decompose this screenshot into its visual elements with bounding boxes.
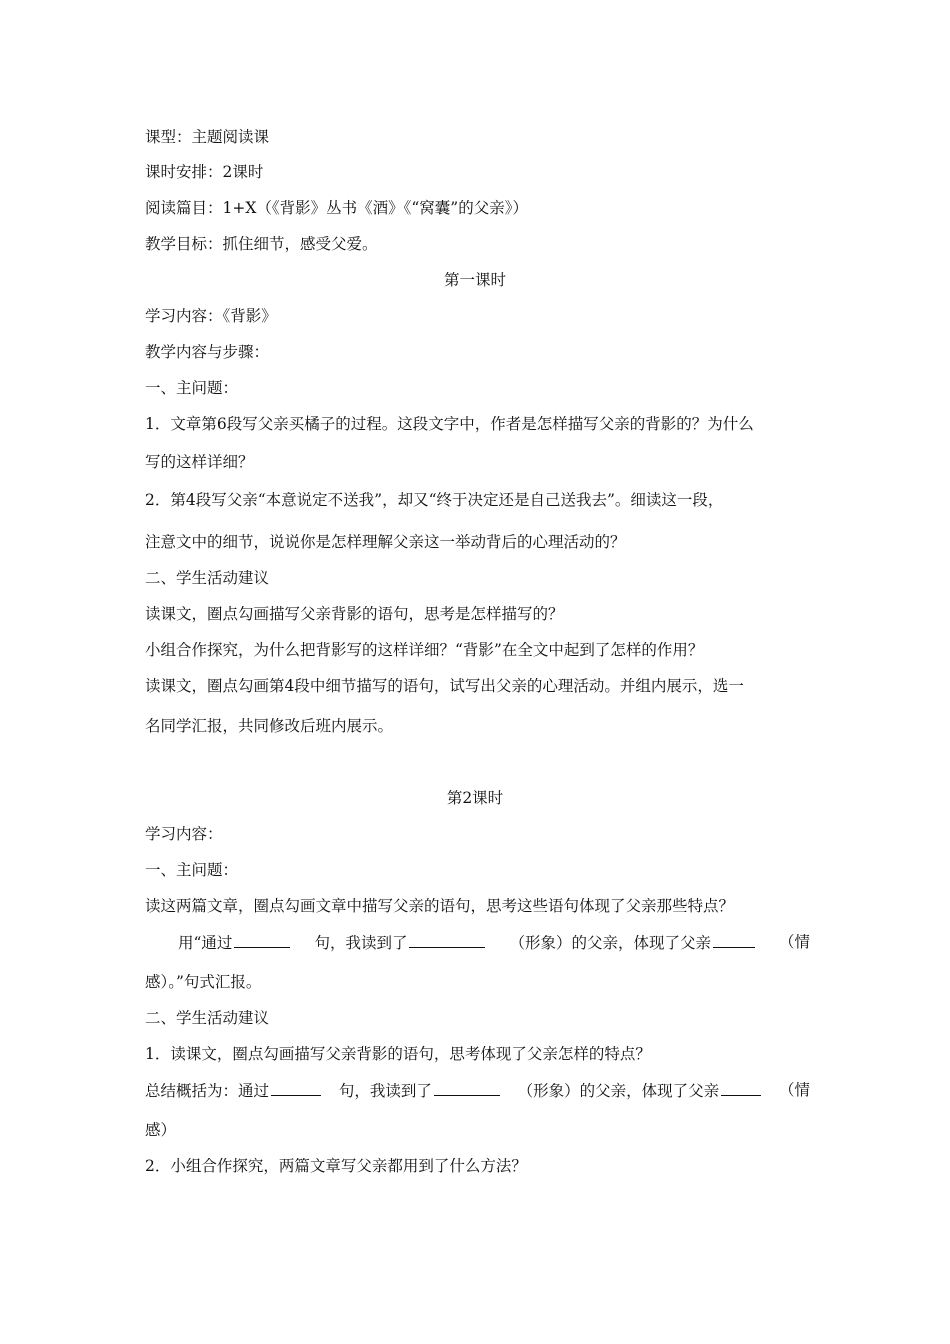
lesson2-pattern-line	[178, 931, 810, 954]
lesson1-activity1: 读课文，圈点勾画描写父亲背影的语句，思考是怎样描写的？	[145, 605, 564, 623]
blank-field	[234, 931, 290, 948]
lesson2-summary-line	[145, 1079, 810, 1102]
pattern-part1: 用“通过	[178, 931, 292, 954]
lesson1-q1-line2: 写的这样详细？	[145, 453, 254, 471]
blank-field	[271, 1079, 321, 1096]
lesson2-activity1: 1．读课文，圈点勾画描写父亲背影的语句，思考体现了父亲怎样的特点？	[145, 1045, 651, 1063]
summary-part4: （情	[778, 1081, 810, 1099]
lesson2-activity2: 2．小组合作探究，两篇文章写父亲都用到了什么方法？	[145, 1157, 527, 1175]
blank-field	[713, 931, 755, 948]
lesson2-summary-end: 感）	[145, 1121, 177, 1139]
lesson1-activity3-line2: 名同学汇报，共同修改后班内展示。	[145, 717, 394, 735]
lesson1-q2-line2: 注意文中的细节，说说你是怎样理解父亲这一举动背后的心理活动的？	[145, 533, 626, 551]
teaching-goal: 教学目标：抓住细节，感受父爱。	[145, 235, 378, 253]
lesson1-activity2: 小组合作探究，为什么把背影写的这样详细？“背影”在全文中起到了怎样的作用？	[145, 641, 704, 659]
lesson1-content: 学习内容：《背影》	[145, 307, 277, 325]
lesson1-q2-line1: 2．第4段写父亲“本意说定不送我”，却又“终于决定还是自己送我去”。细读这一段，	[145, 491, 724, 509]
lesson1-steps: 教学内容与步骤：	[145, 343, 270, 361]
lesson1-section1: 一、主问题：	[145, 379, 239, 397]
lesson1-activity3-line1: 读课文，圈点勾画第4段中细节描写的语句，试写出父亲的心理活动。并组内展示，选一	[145, 677, 744, 695]
lesson1-q1-line1: 1．文章第6段写父亲买橘子的过程。这段文字中，作者是怎样描写父亲的背影的？为什么	[145, 415, 754, 433]
summary-part1: 总结概括为：通过	[145, 1079, 323, 1102]
blank-field	[721, 1079, 761, 1096]
lesson2-title: 第2课时	[446, 789, 504, 807]
lesson1-title: 第一课时	[443, 271, 506, 289]
pattern-part2: 句，我读到了	[314, 931, 487, 954]
lesson2-section2: 二、学生活动建议	[145, 1009, 270, 1027]
lesson2-question: 读这两篇文章，圈点勾画文章中描写父亲的语句，思考这些语句体现了父亲那些特点？	[145, 897, 735, 915]
lesson2-pattern-end: 感）。”句式汇报。	[145, 973, 262, 991]
course-type: 课型：主题阅读课	[145, 128, 270, 146]
lesson2-content: 学习内容：	[145, 825, 223, 843]
pattern-part4: （情	[778, 933, 810, 951]
summary-part3: （形象）的父亲，体现了父亲	[518, 1079, 764, 1102]
lesson2-section1: 一、主问题：	[145, 861, 239, 879]
pattern-part3: （形象）的父亲，体现了父亲	[509, 931, 757, 954]
blank-field	[434, 1079, 500, 1096]
readings: 阅读篇目：1+X（《背影》丛书《酒》《“窝囊”的父亲》）	[145, 199, 528, 217]
blank-field	[409, 931, 485, 948]
summary-part2: 句，我读到了	[339, 1079, 502, 1102]
schedule: 课时安排：2课时	[145, 163, 264, 181]
lesson1-section2: 二、学生活动建议	[145, 569, 270, 587]
